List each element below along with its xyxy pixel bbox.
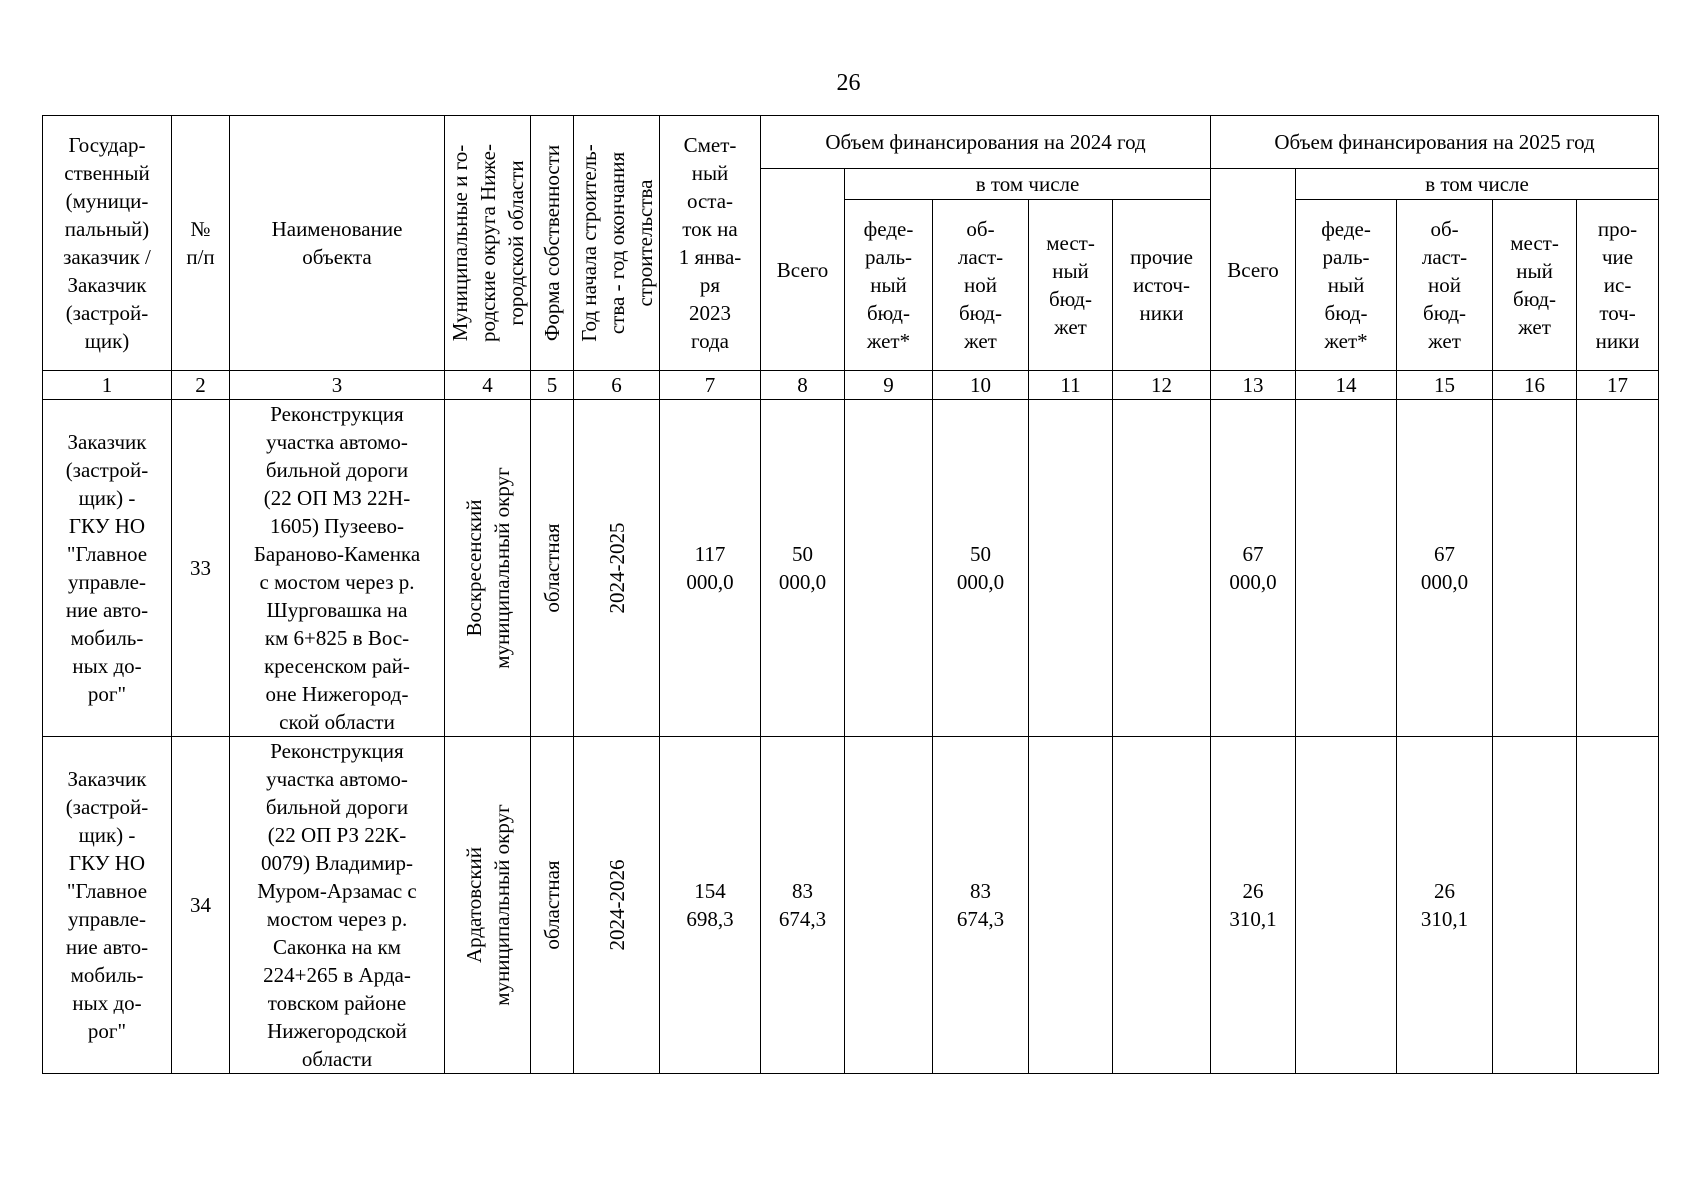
header-name: Наименование объекта: [230, 116, 445, 371]
cell-local-2025: [1493, 400, 1577, 737]
header-customer: Государ- ственный (муници- пальный) заказчик / Заказчик (застрой- щик): [43, 116, 172, 371]
cell-estimate: 117 000,0: [660, 400, 761, 737]
cell-ownership: [531, 737, 574, 1074]
cell-district: [445, 737, 531, 1074]
column-number: 11: [1029, 371, 1113, 400]
cell-federal-2025: [1296, 737, 1397, 1074]
cell-num: 33: [172, 400, 230, 737]
header-years: [574, 116, 660, 371]
cell-num: 34: [172, 737, 230, 1074]
header-total-2024: Всего: [761, 169, 845, 371]
column-number: 17: [1577, 371, 1659, 400]
cell-federal-2025: [1296, 400, 1397, 737]
cell-total-2024: 83 674,3: [761, 737, 845, 1074]
header-federal-2024: феде- раль- ный бюд- жет*: [845, 200, 933, 371]
page-number: 26: [836, 70, 861, 96]
header-estimate: Смет- ный оста- ток на 1 янва- ря 2023 года: [660, 116, 761, 371]
cell-total-2024: 50 000,0: [761, 400, 845, 737]
cell-years: [574, 737, 660, 1074]
column-number: 10: [933, 371, 1029, 400]
cell-other-2025: [1577, 737, 1659, 1074]
cell-local-2024: [1029, 400, 1113, 737]
cell-total-2025: 67 000,0: [1211, 400, 1296, 737]
column-number: 12: [1113, 371, 1211, 400]
cell-district: [445, 400, 531, 737]
cell-federal-2024: [845, 737, 933, 1074]
header-regional-2024: об- ласт- ной бюд- жет: [933, 200, 1029, 371]
cell-name: Реконструкция участка автомо- бильной дороги (22 ОП РЗ 22К- 0079) Владимир- Муром-Арзамас с мостом через р. Саконка на км 224+265 в Арда- товском районе Нижегородской области: [230, 737, 445, 1074]
column-number: 14: [1296, 371, 1397, 400]
column-number: 4: [445, 371, 531, 400]
column-number: 2: [172, 371, 230, 400]
column-number: 9: [845, 371, 933, 400]
column-number: 1: [43, 371, 172, 400]
table-row: [43, 400, 1659, 737]
cell-ownership-text: областная: [540, 860, 564, 950]
cell-other-2025: [1577, 400, 1659, 737]
cell-ownership: [531, 400, 574, 737]
cell-total-2025: 26 310,1: [1211, 737, 1296, 1074]
header-including-2025: в том числе: [1296, 169, 1659, 200]
header-row-1: [43, 116, 1659, 169]
cell-years-text: 2024-2026: [604, 859, 629, 951]
header-including-2024: в том числе: [845, 169, 1211, 200]
cell-name: Реконструкция участка автомо- бильной дороги (22 ОП МЗ 22Н- 1605) Пузеево- Бараново-Каменка с мостом через р. Шурговашка на км 6+825 в Вос- кресенском рай- оне Нижегород- ской области: [230, 400, 445, 737]
header-district-text: Муниципальные и го- родские округа Ниже- городской области: [447, 144, 528, 342]
cell-customer: Заказчик (застрой- щик) - ГКУ НО "Главное управле- ние авто- мобиль- ных до- рог": [43, 400, 172, 737]
column-numbers-row: [43, 371, 1659, 400]
header-local-2025: мест- ный бюд- жет: [1493, 200, 1577, 371]
cell-local-2025: [1493, 737, 1577, 1074]
header-other-2025: про- чие ис- точ- ники: [1577, 200, 1659, 371]
column-number: 5: [531, 371, 574, 400]
financing-table: [42, 115, 1659, 1074]
cell-other-2024: [1113, 737, 1211, 1074]
header-regional-2025: об- ласт- ной бюд- жет: [1397, 200, 1493, 371]
header-district: [445, 116, 531, 371]
cell-federal-2024: [845, 400, 933, 737]
cell-district-text: Ардатовский муниципальный округ: [461, 804, 514, 1006]
header-ownership: [531, 116, 574, 371]
table-row: [43, 737, 1659, 1074]
column-number: 16: [1493, 371, 1577, 400]
column-number: 8: [761, 371, 845, 400]
cell-local-2024: [1029, 737, 1113, 1074]
column-number: 3: [230, 371, 445, 400]
cell-estimate: 154 698,3: [660, 737, 761, 1074]
header-ownership-text: Форма собственности: [540, 144, 564, 342]
column-number: 13: [1211, 371, 1296, 400]
cell-customer: Заказчик (застрой- щик) - ГКУ НО "Главное управле- ние авто- мобиль- ных до- рог": [43, 737, 172, 1074]
cell-years: [574, 400, 660, 737]
cell-regional-2025: 67 000,0: [1397, 400, 1493, 737]
header-num: № п/п: [172, 116, 230, 371]
cell-other-2024: [1113, 400, 1211, 737]
column-number: 15: [1397, 371, 1493, 400]
header-fin-2024: Объем финансирования на 2024 год: [761, 116, 1211, 169]
cell-regional-2024: 83 674,3: [933, 737, 1029, 1074]
header-federal-2025: феде- раль- ный бюд- жет*: [1296, 200, 1397, 371]
cell-years-text: 2024-2025: [604, 522, 629, 614]
header-total-2025: Всего: [1211, 169, 1296, 371]
header-other-2024: прочие источ- ники: [1113, 200, 1211, 371]
column-number: 7: [660, 371, 761, 400]
column-number: 6: [574, 371, 660, 400]
header-fin-2025: Объем финансирования на 2025 год: [1211, 116, 1659, 169]
cell-district-text: Воскресенский муниципальный округ: [461, 467, 514, 669]
cell-ownership-text: областная: [540, 523, 564, 613]
cell-regional-2024: 50 000,0: [933, 400, 1029, 737]
header-local-2024: мест- ный бюд- жет: [1029, 200, 1113, 371]
header-years-text: Год начала строитель- ства - год окончания строительства: [576, 144, 657, 342]
cell-regional-2025: 26 310,1: [1397, 737, 1493, 1074]
